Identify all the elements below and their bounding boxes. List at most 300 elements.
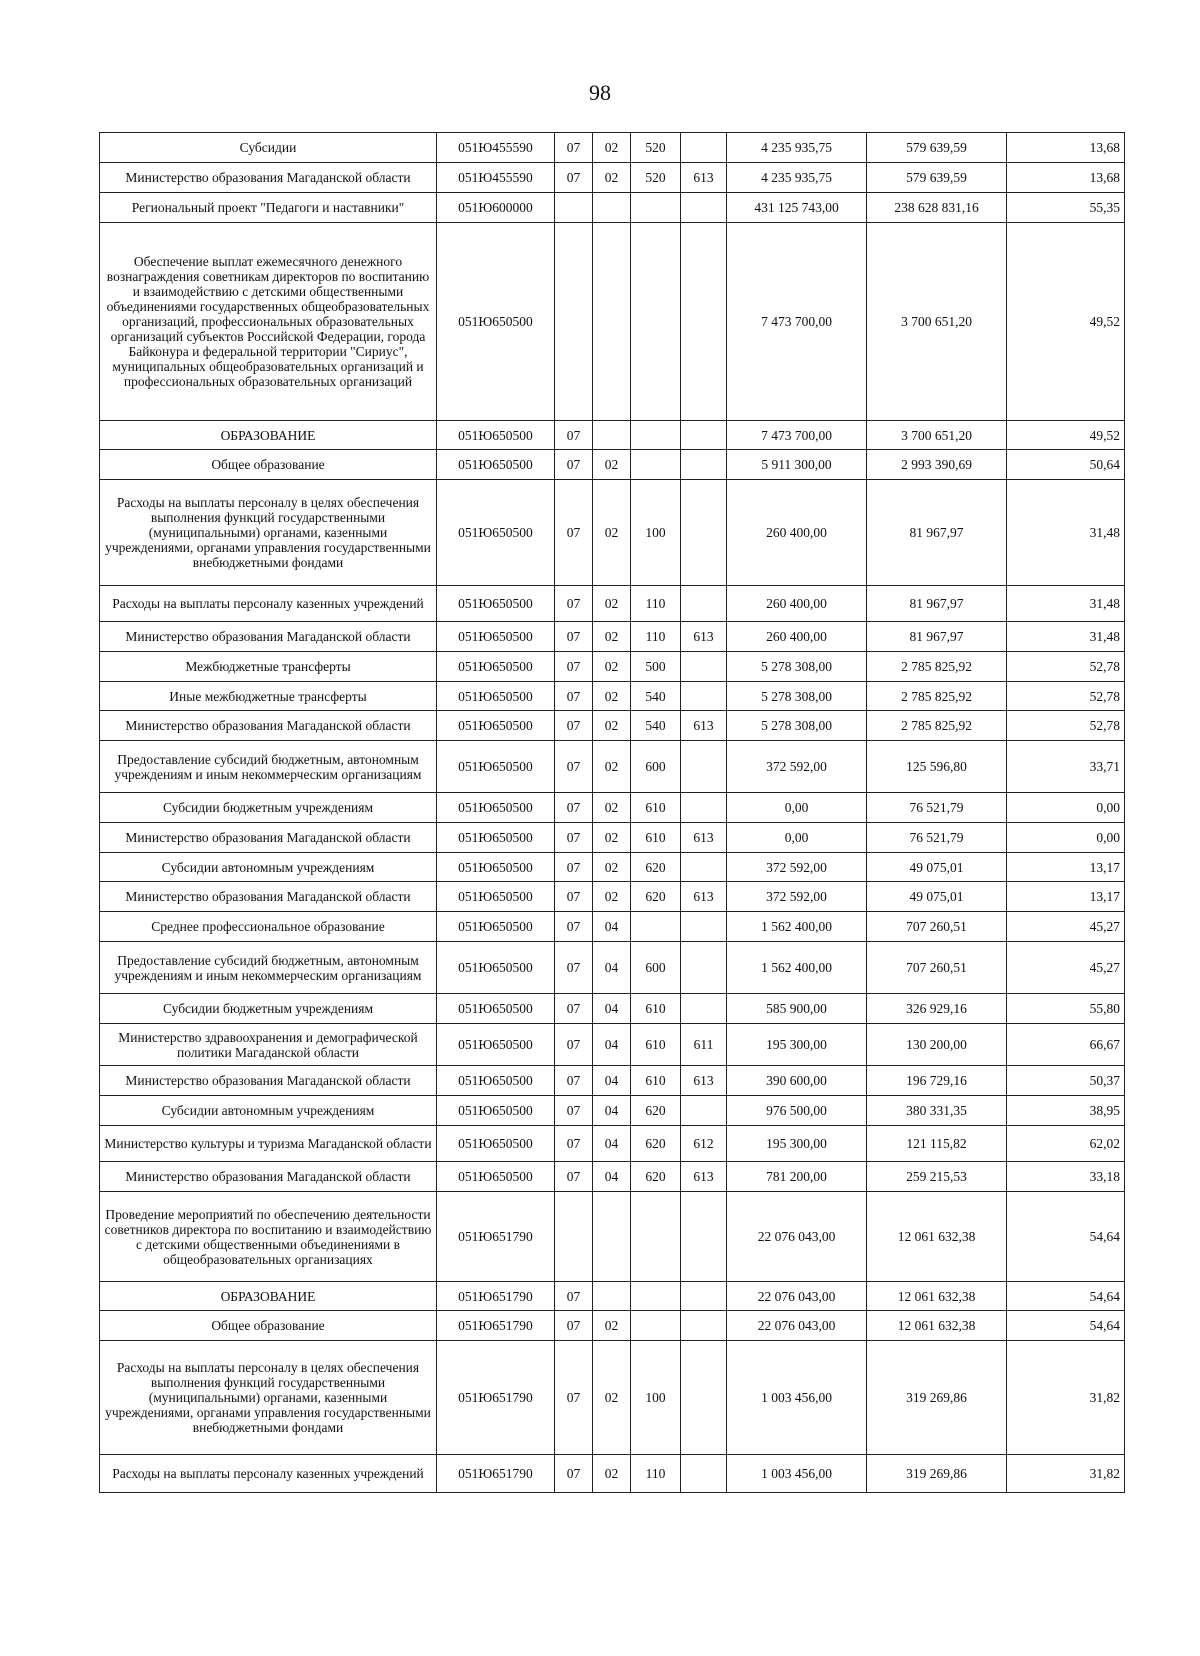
cell-planned-amount: 585 900,00 [727, 994, 867, 1024]
cell-percent: 31,48 [1007, 480, 1125, 586]
cell-planned-amount: 976 500,00 [727, 1096, 867, 1126]
cell-subsection: 02 [593, 1311, 631, 1341]
cell-name: Министерство образования Магаданской области [100, 163, 437, 193]
table-row [100, 1126, 1125, 1162]
cell-percent: 49,52 [1007, 223, 1125, 421]
cell-percent: 13,17 [1007, 853, 1125, 882]
cell-actual-amount: 49 075,01 [867, 882, 1007, 912]
cell-actual-amount: 326 929,16 [867, 994, 1007, 1024]
cell-percent: 55,80 [1007, 994, 1125, 1024]
table-row [100, 450, 1125, 480]
cell-planned-amount: 195 300,00 [727, 1126, 867, 1162]
table-row [100, 622, 1125, 652]
cell-planned-amount: 260 400,00 [727, 622, 867, 652]
cell-target-article: 051Ю650500 [437, 1066, 555, 1096]
cell-section: 07 [555, 741, 593, 793]
cell-expense-type: 500 [631, 652, 681, 682]
cell-actual-amount: 125 596,80 [867, 741, 1007, 793]
cell-planned-amount: 372 592,00 [727, 853, 867, 882]
cell-subsection: 02 [593, 133, 631, 163]
cell-name: Предоставление субсидий бюджетным, автономным учреждениям и иным некоммерческим организациям [100, 942, 437, 994]
cell-section: 07 [555, 1282, 593, 1311]
cell-section: 07 [555, 823, 593, 853]
cell-name: Проведение мероприятий по обеспечению деятельности советников директора по воспитанию и взаимодействию с детскими общественными объединениями в общеобразовательных организациях [100, 1192, 437, 1282]
cell-section [555, 193, 593, 223]
cell-actual-amount: 579 639,59 [867, 133, 1007, 163]
cell-administrator [681, 193, 727, 223]
table-row [100, 793, 1125, 823]
cell-section: 07 [555, 1341, 593, 1455]
cell-percent: 52,78 [1007, 711, 1125, 741]
cell-expense-type: 620 [631, 1162, 681, 1192]
cell-subsection: 02 [593, 652, 631, 682]
cell-administrator [681, 741, 727, 793]
cell-administrator: 612 [681, 1126, 727, 1162]
cell-actual-amount: 81 967,97 [867, 586, 1007, 622]
cell-subsection: 02 [593, 741, 631, 793]
cell-actual-amount: 76 521,79 [867, 823, 1007, 853]
cell-planned-amount: 22 076 043,00 [727, 1282, 867, 1311]
cell-administrator [681, 1341, 727, 1455]
cell-percent: 31,82 [1007, 1341, 1125, 1455]
cell-section: 07 [555, 912, 593, 942]
cell-subsection: 04 [593, 912, 631, 942]
cell-actual-amount: 196 729,16 [867, 1066, 1007, 1096]
cell-percent: 0,00 [1007, 823, 1125, 853]
cell-target-article: 051Ю650500 [437, 586, 555, 622]
table-row [100, 163, 1125, 193]
cell-administrator: 613 [681, 711, 727, 741]
cell-target-article: 051Ю651790 [437, 1311, 555, 1341]
cell-name: ОБРАЗОВАНИЕ [100, 421, 437, 450]
cell-actual-amount: 3 700 651,20 [867, 421, 1007, 450]
cell-subsection: 04 [593, 1126, 631, 1162]
cell-administrator [681, 793, 727, 823]
cell-administrator: 613 [681, 622, 727, 652]
cell-actual-amount: 76 521,79 [867, 793, 1007, 823]
cell-section: 07 [555, 882, 593, 912]
cell-administrator [681, 1311, 727, 1341]
cell-actual-amount: 707 260,51 [867, 942, 1007, 994]
table-row [100, 853, 1125, 882]
cell-expense-type: 520 [631, 133, 681, 163]
cell-actual-amount: 2 785 825,92 [867, 652, 1007, 682]
cell-expense-type: 610 [631, 1024, 681, 1066]
cell-expense-type [631, 1192, 681, 1282]
cell-name: Общее образование [100, 1311, 437, 1341]
cell-target-article: 051Ю650500 [437, 652, 555, 682]
cell-section: 07 [555, 1024, 593, 1066]
table-row [100, 823, 1125, 853]
cell-planned-amount: 22 076 043,00 [727, 1311, 867, 1341]
cell-administrator: 611 [681, 1024, 727, 1066]
cell-subsection: 02 [593, 480, 631, 586]
cell-name: Субсидии бюджетным учреждениям [100, 994, 437, 1024]
cell-section: 07 [555, 942, 593, 994]
cell-name: Министерство образования Магаданской области [100, 622, 437, 652]
cell-percent: 33,18 [1007, 1162, 1125, 1192]
cell-target-article: 051Ю650500 [437, 622, 555, 652]
cell-subsection: 04 [593, 1096, 631, 1126]
cell-name: Министерство образования Магаданской области [100, 1162, 437, 1192]
cell-target-article: 051Ю650500 [437, 682, 555, 711]
table-row [100, 193, 1125, 223]
cell-section: 07 [555, 1311, 593, 1341]
cell-subsection [593, 193, 631, 223]
cell-planned-amount: 390 600,00 [727, 1066, 867, 1096]
cell-percent: 54,64 [1007, 1282, 1125, 1311]
cell-target-article: 051Ю651790 [437, 1341, 555, 1455]
cell-subsection: 02 [593, 1455, 631, 1493]
cell-expense-type: 610 [631, 793, 681, 823]
cell-expense-type: 110 [631, 622, 681, 652]
table-row [100, 942, 1125, 994]
cell-actual-amount: 259 215,53 [867, 1162, 1007, 1192]
cell-expense-type: 610 [631, 1066, 681, 1096]
cell-administrator [681, 942, 727, 994]
cell-subsection: 02 [593, 622, 631, 652]
cell-section: 07 [555, 421, 593, 450]
cell-administrator [681, 586, 727, 622]
cell-target-article: 051Ю650500 [437, 823, 555, 853]
cell-section: 07 [555, 163, 593, 193]
budget-table [99, 132, 1125, 1493]
cell-expense-type [631, 1282, 681, 1311]
cell-target-article: 051Ю455590 [437, 133, 555, 163]
table-row [100, 711, 1125, 741]
table-row [100, 994, 1125, 1024]
budget-table-body [100, 133, 1125, 1493]
cell-section: 07 [555, 853, 593, 882]
cell-subsection: 02 [593, 793, 631, 823]
cell-administrator [681, 994, 727, 1024]
cell-subsection: 04 [593, 942, 631, 994]
table-row [100, 1341, 1125, 1455]
cell-actual-amount: 2 785 825,92 [867, 711, 1007, 741]
cell-percent: 31,82 [1007, 1455, 1125, 1493]
cell-expense-type: 110 [631, 586, 681, 622]
cell-percent: 38,95 [1007, 1096, 1125, 1126]
cell-planned-amount: 7 473 700,00 [727, 421, 867, 450]
cell-planned-amount: 260 400,00 [727, 480, 867, 586]
table-row [100, 1282, 1125, 1311]
cell-section: 07 [555, 1162, 593, 1192]
cell-planned-amount: 431 125 743,00 [727, 193, 867, 223]
cell-percent: 52,78 [1007, 682, 1125, 711]
cell-administrator: 613 [681, 823, 727, 853]
cell-actual-amount: 579 639,59 [867, 163, 1007, 193]
cell-administrator [681, 912, 727, 942]
cell-planned-amount: 372 592,00 [727, 741, 867, 793]
cell-name: Среднее профессиональное образование [100, 912, 437, 942]
table-row [100, 741, 1125, 793]
cell-name: Министерство образования Магаданской области [100, 882, 437, 912]
cell-expense-type: 610 [631, 823, 681, 853]
cell-administrator [681, 450, 727, 480]
cell-target-article: 051Ю650500 [437, 711, 555, 741]
cell-section: 07 [555, 652, 593, 682]
cell-expense-type [631, 912, 681, 942]
cell-planned-amount: 372 592,00 [727, 882, 867, 912]
cell-administrator [681, 480, 727, 586]
cell-subsection: 02 [593, 450, 631, 480]
cell-name: Министерство образования Магаданской области [100, 711, 437, 741]
cell-expense-type: 620 [631, 1126, 681, 1162]
cell-subsection [593, 223, 631, 421]
cell-planned-amount: 1 003 456,00 [727, 1341, 867, 1455]
cell-administrator [681, 1455, 727, 1493]
cell-section: 07 [555, 793, 593, 823]
cell-expense-type [631, 421, 681, 450]
cell-planned-amount: 5 278 308,00 [727, 682, 867, 711]
cell-target-article: 051Ю650500 [437, 223, 555, 421]
cell-subsection: 04 [593, 1162, 631, 1192]
cell-target-article: 051Ю651790 [437, 1282, 555, 1311]
cell-expense-type: 100 [631, 480, 681, 586]
cell-percent: 55,35 [1007, 193, 1125, 223]
cell-subsection [593, 1282, 631, 1311]
cell-subsection: 02 [593, 586, 631, 622]
table-row [100, 1096, 1125, 1126]
table-row [100, 912, 1125, 942]
cell-target-article: 051Ю650500 [437, 450, 555, 480]
cell-actual-amount: 2 993 390,69 [867, 450, 1007, 480]
cell-administrator [681, 133, 727, 163]
cell-name: Расходы на выплаты персоналу в целях обеспечения выполнения функций государственными (муниципальными) органами, казенными учреждениями, органами управления государственными внебюджетными фондами [100, 480, 437, 586]
cell-expense-type: 100 [631, 1341, 681, 1455]
cell-administrator: 613 [681, 1162, 727, 1192]
cell-expense-type [631, 193, 681, 223]
cell-administrator [681, 1282, 727, 1311]
cell-target-article: 051Ю650500 [437, 1096, 555, 1126]
cell-actual-amount: 130 200,00 [867, 1024, 1007, 1066]
cell-name: Общее образование [100, 450, 437, 480]
cell-administrator: 613 [681, 1066, 727, 1096]
cell-administrator [681, 652, 727, 682]
cell-section [555, 1192, 593, 1282]
page-number: 98 [589, 80, 611, 105]
cell-expense-type: 600 [631, 741, 681, 793]
cell-planned-amount: 4 235 935,75 [727, 133, 867, 163]
cell-expense-type [631, 1311, 681, 1341]
cell-name: Обеспечение выплат ежемесячного денежного вознаграждения советникам директоров по воспитанию и взаимодействию с детскими общественными объединениями государственных общеобразовательных организаций, профессиональных образовательных организаций субъектов Российской Федерации, города Байконура и федеральной территории "Сириус", муниципальных общеобразовательных организаций и профессиональных образовательных организаций [100, 223, 437, 421]
cell-name: Министерство образования Магаданской области [100, 1066, 437, 1096]
cell-planned-amount: 781 200,00 [727, 1162, 867, 1192]
table-row [100, 1162, 1125, 1192]
cell-subsection: 02 [593, 1341, 631, 1455]
cell-administrator [681, 223, 727, 421]
cell-expense-type: 520 [631, 163, 681, 193]
cell-actual-amount: 380 331,35 [867, 1096, 1007, 1126]
cell-planned-amount: 5 278 308,00 [727, 652, 867, 682]
cell-expense-type [631, 223, 681, 421]
table-row [100, 1066, 1125, 1096]
table-row [100, 1311, 1125, 1341]
cell-name: Межбюджетные трансферты [100, 652, 437, 682]
cell-actual-amount: 12 061 632,38 [867, 1192, 1007, 1282]
cell-name: Министерство здравоохранения и демографической политики Магаданской области [100, 1024, 437, 1066]
cell-target-article: 051Ю650500 [437, 912, 555, 942]
cell-percent: 52,78 [1007, 652, 1125, 682]
cell-percent: 31,48 [1007, 622, 1125, 652]
cell-section: 07 [555, 586, 593, 622]
table-row [100, 421, 1125, 450]
cell-target-article: 051Ю650500 [437, 1162, 555, 1192]
table-row [100, 652, 1125, 682]
cell-name: Расходы на выплаты персоналу казенных учреждений [100, 1455, 437, 1493]
cell-subsection: 04 [593, 994, 631, 1024]
cell-administrator [681, 682, 727, 711]
table-row [100, 1192, 1125, 1282]
cell-planned-amount: 1 562 400,00 [727, 912, 867, 942]
cell-name: Расходы на выплаты персоналу в целях обеспечения выполнения функций государственными (муниципальными) органами, казенными учреждениями, органами управления государственными внебюджетными фондами [100, 1341, 437, 1455]
cell-section: 07 [555, 1455, 593, 1493]
cell-expense-type: 110 [631, 1455, 681, 1493]
cell-administrator: 613 [681, 163, 727, 193]
cell-name: Иные межбюджетные трансферты [100, 682, 437, 711]
cell-planned-amount: 0,00 [727, 823, 867, 853]
cell-target-article: 051Ю650500 [437, 1126, 555, 1162]
cell-actual-amount: 3 700 651,20 [867, 223, 1007, 421]
cell-actual-amount: 81 967,97 [867, 480, 1007, 586]
cell-percent: 50,64 [1007, 450, 1125, 480]
cell-actual-amount: 2 785 825,92 [867, 682, 1007, 711]
cell-name: Региональный проект "Педагоги и наставники" [100, 193, 437, 223]
cell-target-article: 051Ю651790 [437, 1455, 555, 1493]
cell-actual-amount: 12 061 632,38 [867, 1282, 1007, 1311]
cell-planned-amount: 0,00 [727, 793, 867, 823]
cell-planned-amount: 1 003 456,00 [727, 1455, 867, 1493]
cell-percent: 13,17 [1007, 882, 1125, 912]
cell-percent: 33,71 [1007, 741, 1125, 793]
cell-target-article: 051Ю650500 [437, 1024, 555, 1066]
cell-planned-amount: 5 911 300,00 [727, 450, 867, 480]
cell-name: Субсидии автономным учреждениям [100, 1096, 437, 1126]
cell-section: 07 [555, 480, 593, 586]
cell-percent: 0,00 [1007, 793, 1125, 823]
cell-planned-amount: 1 562 400,00 [727, 942, 867, 994]
cell-expense-type: 620 [631, 853, 681, 882]
cell-target-article: 051Ю455590 [437, 163, 555, 193]
cell-section: 07 [555, 711, 593, 741]
cell-planned-amount: 195 300,00 [727, 1024, 867, 1066]
cell-section: 07 [555, 450, 593, 480]
cell-percent: 54,64 [1007, 1192, 1125, 1282]
cell-target-article: 051Ю650500 [437, 741, 555, 793]
cell-percent: 45,27 [1007, 912, 1125, 942]
cell-percent: 62,02 [1007, 1126, 1125, 1162]
cell-section: 07 [555, 682, 593, 711]
cell-target-article: 051Ю650500 [437, 994, 555, 1024]
cell-subsection: 02 [593, 882, 631, 912]
cell-section: 07 [555, 1096, 593, 1126]
cell-subsection [593, 1192, 631, 1282]
cell-expense-type: 540 [631, 711, 681, 741]
cell-name: Министерство образования Магаданской области [100, 823, 437, 853]
cell-name: Субсидии автономным учреждениям [100, 853, 437, 882]
cell-subsection: 02 [593, 163, 631, 193]
cell-expense-type: 600 [631, 942, 681, 994]
cell-actual-amount: 238 628 831,16 [867, 193, 1007, 223]
cell-actual-amount: 12 061 632,38 [867, 1311, 1007, 1341]
cell-subsection: 04 [593, 1024, 631, 1066]
cell-section: 07 [555, 1126, 593, 1162]
cell-planned-amount: 5 278 308,00 [727, 711, 867, 741]
cell-expense-type: 620 [631, 1096, 681, 1126]
cell-percent: 13,68 [1007, 133, 1125, 163]
cell-target-article: 051Ю650500 [437, 853, 555, 882]
table-row [100, 682, 1125, 711]
cell-target-article: 051Ю650500 [437, 793, 555, 823]
cell-subsection: 02 [593, 711, 631, 741]
cell-planned-amount: 7 473 700,00 [727, 223, 867, 421]
cell-administrator: 613 [681, 882, 727, 912]
cell-planned-amount: 260 400,00 [727, 586, 867, 622]
table-row [100, 1455, 1125, 1493]
cell-actual-amount: 121 115,82 [867, 1126, 1007, 1162]
cell-administrator [681, 421, 727, 450]
cell-section [555, 223, 593, 421]
cell-planned-amount: 22 076 043,00 [727, 1192, 867, 1282]
cell-name: Министерство культуры и туризма Магаданской области [100, 1126, 437, 1162]
cell-target-article: 051Ю600000 [437, 193, 555, 223]
cell-subsection: 02 [593, 682, 631, 711]
cell-section: 07 [555, 1066, 593, 1096]
cell-percent: 13,68 [1007, 163, 1125, 193]
cell-name: ОБРАЗОВАНИЕ [100, 1282, 437, 1311]
cell-name: Предоставление субсидий бюджетным, автономным учреждениям и иным некоммерческим организациям [100, 741, 437, 793]
cell-section: 07 [555, 994, 593, 1024]
cell-target-article: 051Ю650500 [437, 421, 555, 450]
cell-name: Расходы на выплаты персоналу казенных учреждений [100, 586, 437, 622]
cell-administrator [681, 1192, 727, 1282]
table-row [100, 586, 1125, 622]
cell-subsection: 02 [593, 823, 631, 853]
cell-actual-amount: 49 075,01 [867, 853, 1007, 882]
cell-expense-type [631, 450, 681, 480]
table-row [100, 480, 1125, 586]
cell-subsection: 04 [593, 1066, 631, 1096]
cell-expense-type: 540 [631, 682, 681, 711]
cell-actual-amount: 707 260,51 [867, 912, 1007, 942]
cell-actual-amount: 81 967,97 [867, 622, 1007, 652]
table-row [100, 223, 1125, 421]
cell-section: 07 [555, 622, 593, 652]
table-row [100, 133, 1125, 163]
cell-percent: 31,48 [1007, 586, 1125, 622]
cell-percent: 49,52 [1007, 421, 1125, 450]
cell-subsection [593, 421, 631, 450]
table-row [100, 1024, 1125, 1066]
cell-name: Субсидии [100, 133, 437, 163]
cell-target-article: 051Ю651790 [437, 1192, 555, 1282]
cell-planned-amount: 4 235 935,75 [727, 163, 867, 193]
cell-actual-amount: 319 269,86 [867, 1341, 1007, 1455]
cell-target-article: 051Ю650500 [437, 882, 555, 912]
cell-expense-type: 610 [631, 994, 681, 1024]
cell-percent: 66,67 [1007, 1024, 1125, 1066]
cell-percent: 54,64 [1007, 1311, 1125, 1341]
cell-name: Субсидии бюджетным учреждениям [100, 793, 437, 823]
cell-administrator [681, 853, 727, 882]
cell-expense-type: 620 [631, 882, 681, 912]
cell-administrator [681, 1096, 727, 1126]
table-row [100, 882, 1125, 912]
cell-percent: 50,37 [1007, 1066, 1125, 1096]
cell-section: 07 [555, 133, 593, 163]
cell-target-article: 051Ю650500 [437, 942, 555, 994]
cell-target-article: 051Ю650500 [437, 480, 555, 586]
